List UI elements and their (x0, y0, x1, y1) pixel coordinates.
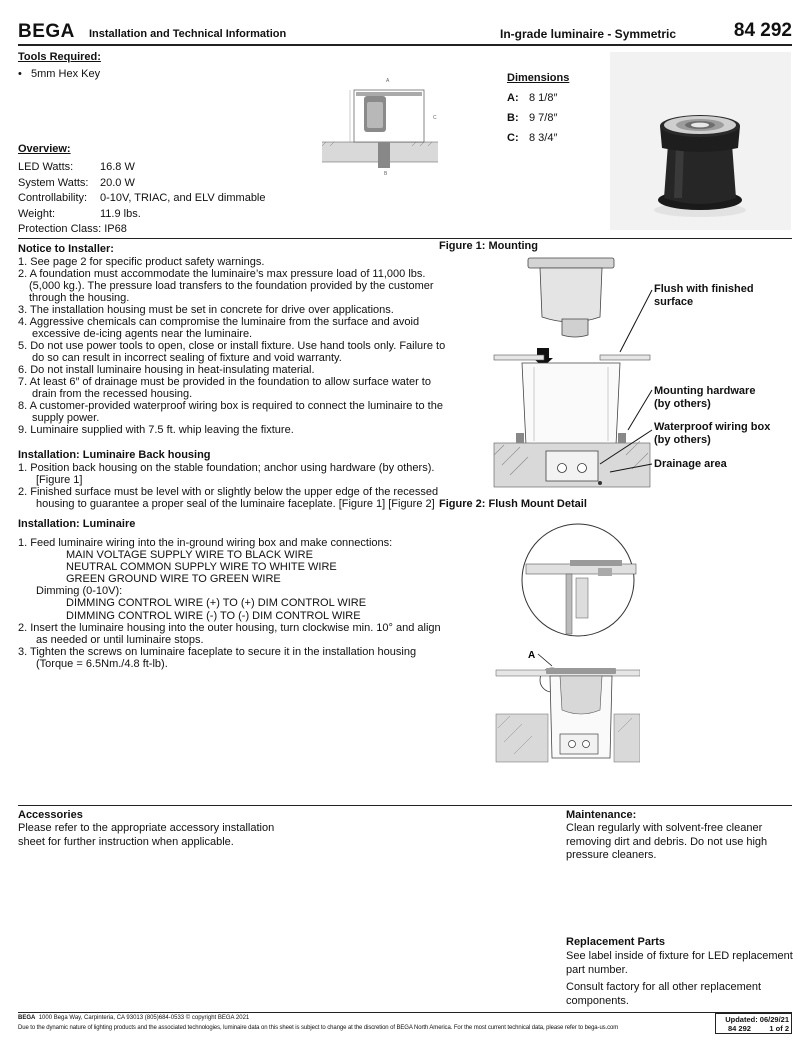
overview-row (18, 177, 318, 193)
notice-item: 5. Do not use power tools to open, close or install fixture. Use hand tools only. Failure to do so can result in incorrect sealing of fixture and void warranty. (18, 340, 446, 364)
overview-row (18, 161, 318, 177)
luminaire-step-line: NEUTRAL COMMON SUPPLY WIRE TO WHITE WIRE (66, 561, 337, 574)
bullet: • (18, 68, 32, 80)
overview-rule (18, 238, 792, 239)
tools-heading: Tools Required: (18, 51, 101, 63)
product-number: 84 292 (733, 20, 792, 41)
overview-value: 11.9 lbs. (100, 207, 141, 220)
overview-value: IP68 (104, 223, 127, 235)
footer-address: 1000 Bega Way, Carpinteria, CA 93013 (805)684-0533 © copyright BEGA 2021 (38, 1015, 250, 1021)
footer-updated: Updated: 06/29/21 (725, 1015, 789, 1024)
maintenance-text: Clean regularly with solvent-free cleaner removing dirt and debris. Do not use high pressure cleaners. (566, 822, 768, 861)
dim-label-b: B (384, 171, 388, 177)
overview-label: Weight: (18, 207, 56, 220)
dimension-label: A: (507, 92, 519, 104)
product-title: In-grade luminaire - Symmetric (500, 27, 677, 41)
accessories-rule (18, 805, 792, 806)
figure1-leader-lines (580, 280, 660, 480)
luminaire-step-line: MAIN VOLTAGE SUPPLY WIRE TO BLACK WIRE (66, 549, 313, 562)
luminaire-heading: Installation: Luminaire (18, 518, 136, 530)
luminaire-step-line: DIMMING CONTROL WIRE (+) TO (+) DIM CONTROL WIRE (66, 597, 367, 610)
replacement-heading: Replacement Parts (566, 936, 666, 948)
figure1-title: Figure 1: Mounting (439, 240, 538, 252)
overview-label: Controllability: (18, 192, 88, 204)
overview-value: 20.0 W (100, 176, 135, 189)
tool-item: 5mm Hex Key (31, 68, 101, 80)
luminaire-steps (18, 537, 440, 670)
overview-heading: Overview: (18, 143, 71, 155)
overview-row (18, 223, 318, 239)
tools-list (18, 68, 100, 80)
dimension-value: 8 1/8″ (529, 92, 558, 104)
dimension-label: B: (507, 112, 519, 124)
luminaire-step-line: 2. Insert the luminaire housing into the outer housing, turn clockwise min. 10° and align (18, 621, 441, 634)
overview-label: LED Watts: (18, 161, 74, 173)
callout-drainage: Drainage area (654, 458, 727, 470)
figure2-title: Figure 2: Flush Mount Detail (439, 498, 587, 510)
footer-rule (18, 1012, 792, 1013)
notice-item: 6. Do not install luminaire housing in heat-insulating material. (18, 364, 315, 376)
notice-list (18, 256, 446, 436)
dimension-row (507, 92, 557, 112)
notice-heading: Notice to Installer: (18, 243, 114, 255)
notice-item: 4. Aggressive chemicals can compromise the luminaire from the surface and avoid excessive de-icing agents near the luminaire. (18, 316, 420, 340)
product-photo (610, 52, 791, 230)
dimension-diagram (322, 74, 438, 180)
luminaire-step-line: Dimming (0-10V): (36, 585, 123, 598)
overview-label: System Watts: (18, 176, 89, 189)
notice-item: 9. Luminaire supplied with 7.5 ft. whip leaving the fixture. (18, 424, 294, 436)
header-rule (18, 44, 792, 46)
dimension-value: 9 7/8″ (529, 112, 558, 124)
dim-label-c: C (433, 115, 437, 121)
footer-page: 1 of 2 (769, 1024, 789, 1033)
footer-part-no: 84 292 (728, 1024, 751, 1033)
dimensions-table (507, 92, 557, 152)
callout-flush-surface: Flush with finished surface (654, 283, 754, 308)
overview-table (18, 161, 318, 239)
notice-item: 2. A foundation must accommodate the luminaire’s max pressure load of 11,000 lbs. (5,000 kg.). The pressure load transfers to the foundation provided by the customer through the housing. (18, 268, 434, 304)
back-housing-heading: Installation: Luminaire Back housing (18, 449, 211, 461)
overview-row (18, 192, 318, 208)
overview-row (18, 208, 318, 224)
dim-label-a: A (386, 78, 390, 84)
header-subtitle: Installation and Technical Information (89, 28, 287, 40)
back-housing-list (18, 462, 440, 510)
footer-line-1 (18, 1015, 249, 1021)
luminaire-step-line: 1. Feed luminaire wiring into the in-ground wiring box and make connections: (18, 537, 393, 549)
dimension-row (507, 132, 557, 152)
back-housing-item: 1. Position back housing on the stable foundation; anchor using hardware (by others). [Figure 1] (18, 462, 435, 486)
figure2-flush-detail (494, 518, 640, 766)
dimension-label: C: (507, 132, 519, 144)
notice-item: 7. At least 6″ of drainage must be provided in the foundation to allow surface water to drain from the recessed housing. (18, 376, 431, 400)
dimension-value: 8 3/4″ (529, 132, 558, 144)
notice-item: 3. The installation housing must be set in concrete for drive over applications. (18, 304, 394, 316)
overview-label: Protection Class: (18, 223, 102, 235)
callout-mounting-hardware: Mounting hardware (by others) (654, 385, 756, 410)
luminaire-step-line: GREEN GROUND WIRE TO GREEN WIRE (66, 573, 281, 586)
luminaire-step-line: 3. Tighten the screws on luminaire faceplate to secure it in the installation housing (18, 645, 417, 658)
accessories-heading: Accessories (18, 809, 83, 821)
brand-logo: BEGA (18, 21, 75, 42)
notice-item: 8. A customer-provided waterproof wiring box is required to connect the luminaire to the supply power. (18, 400, 443, 424)
dimensions-heading: Dimensions (507, 72, 570, 84)
overview-value: 0-10V, TRIAC, and ELV dimmable (100, 192, 266, 204)
luminaire-step-line: as needed or until luminaire stops. (36, 633, 204, 646)
luminaire-step-line: (Torque = 6.5Nm./4.8 ft-lb). (36, 657, 168, 670)
callout-wiring-box: Waterproof wiring box (by others) (654, 421, 771, 446)
luminaire-step-line: DIMMING CONTROL WIRE (-) TO (-) DIM CONTROL WIRE (66, 609, 361, 622)
footer-disclaimer: Due to the dynamic nature of lighting products and the associated technologies, luminaire data on this sheet is subject to change at the discretion of BEGA North America. For the most current technical data, please refer to bega-us.com (18, 1025, 619, 1031)
back-housing-item: 2. Finished surface must be level with or slightly below the upper edge of the recessed housing to guarantee a proper seal of the luminaire faceplate. [Figure 1] [Figure 2] (18, 486, 439, 510)
footer-updated-box (715, 1013, 792, 1034)
detail-label-a: A (528, 650, 536, 661)
dimension-row (507, 112, 557, 132)
footer-brand: BEGA (18, 1015, 36, 1021)
header (18, 20, 792, 46)
overview-value: 16.8 W (100, 161, 135, 173)
notice-item: 1. See page 2 for specific product safety warnings. (18, 256, 265, 268)
replacement-text: See label inside of fixture for LED replacement part number. Consult factory for all other replacement components. (566, 950, 793, 1007)
maintenance-heading: Maintenance: (566, 809, 637, 821)
accessories-text: Please refer to the appropriate accessory installation sheet for further instruction when applicable. (18, 822, 275, 848)
